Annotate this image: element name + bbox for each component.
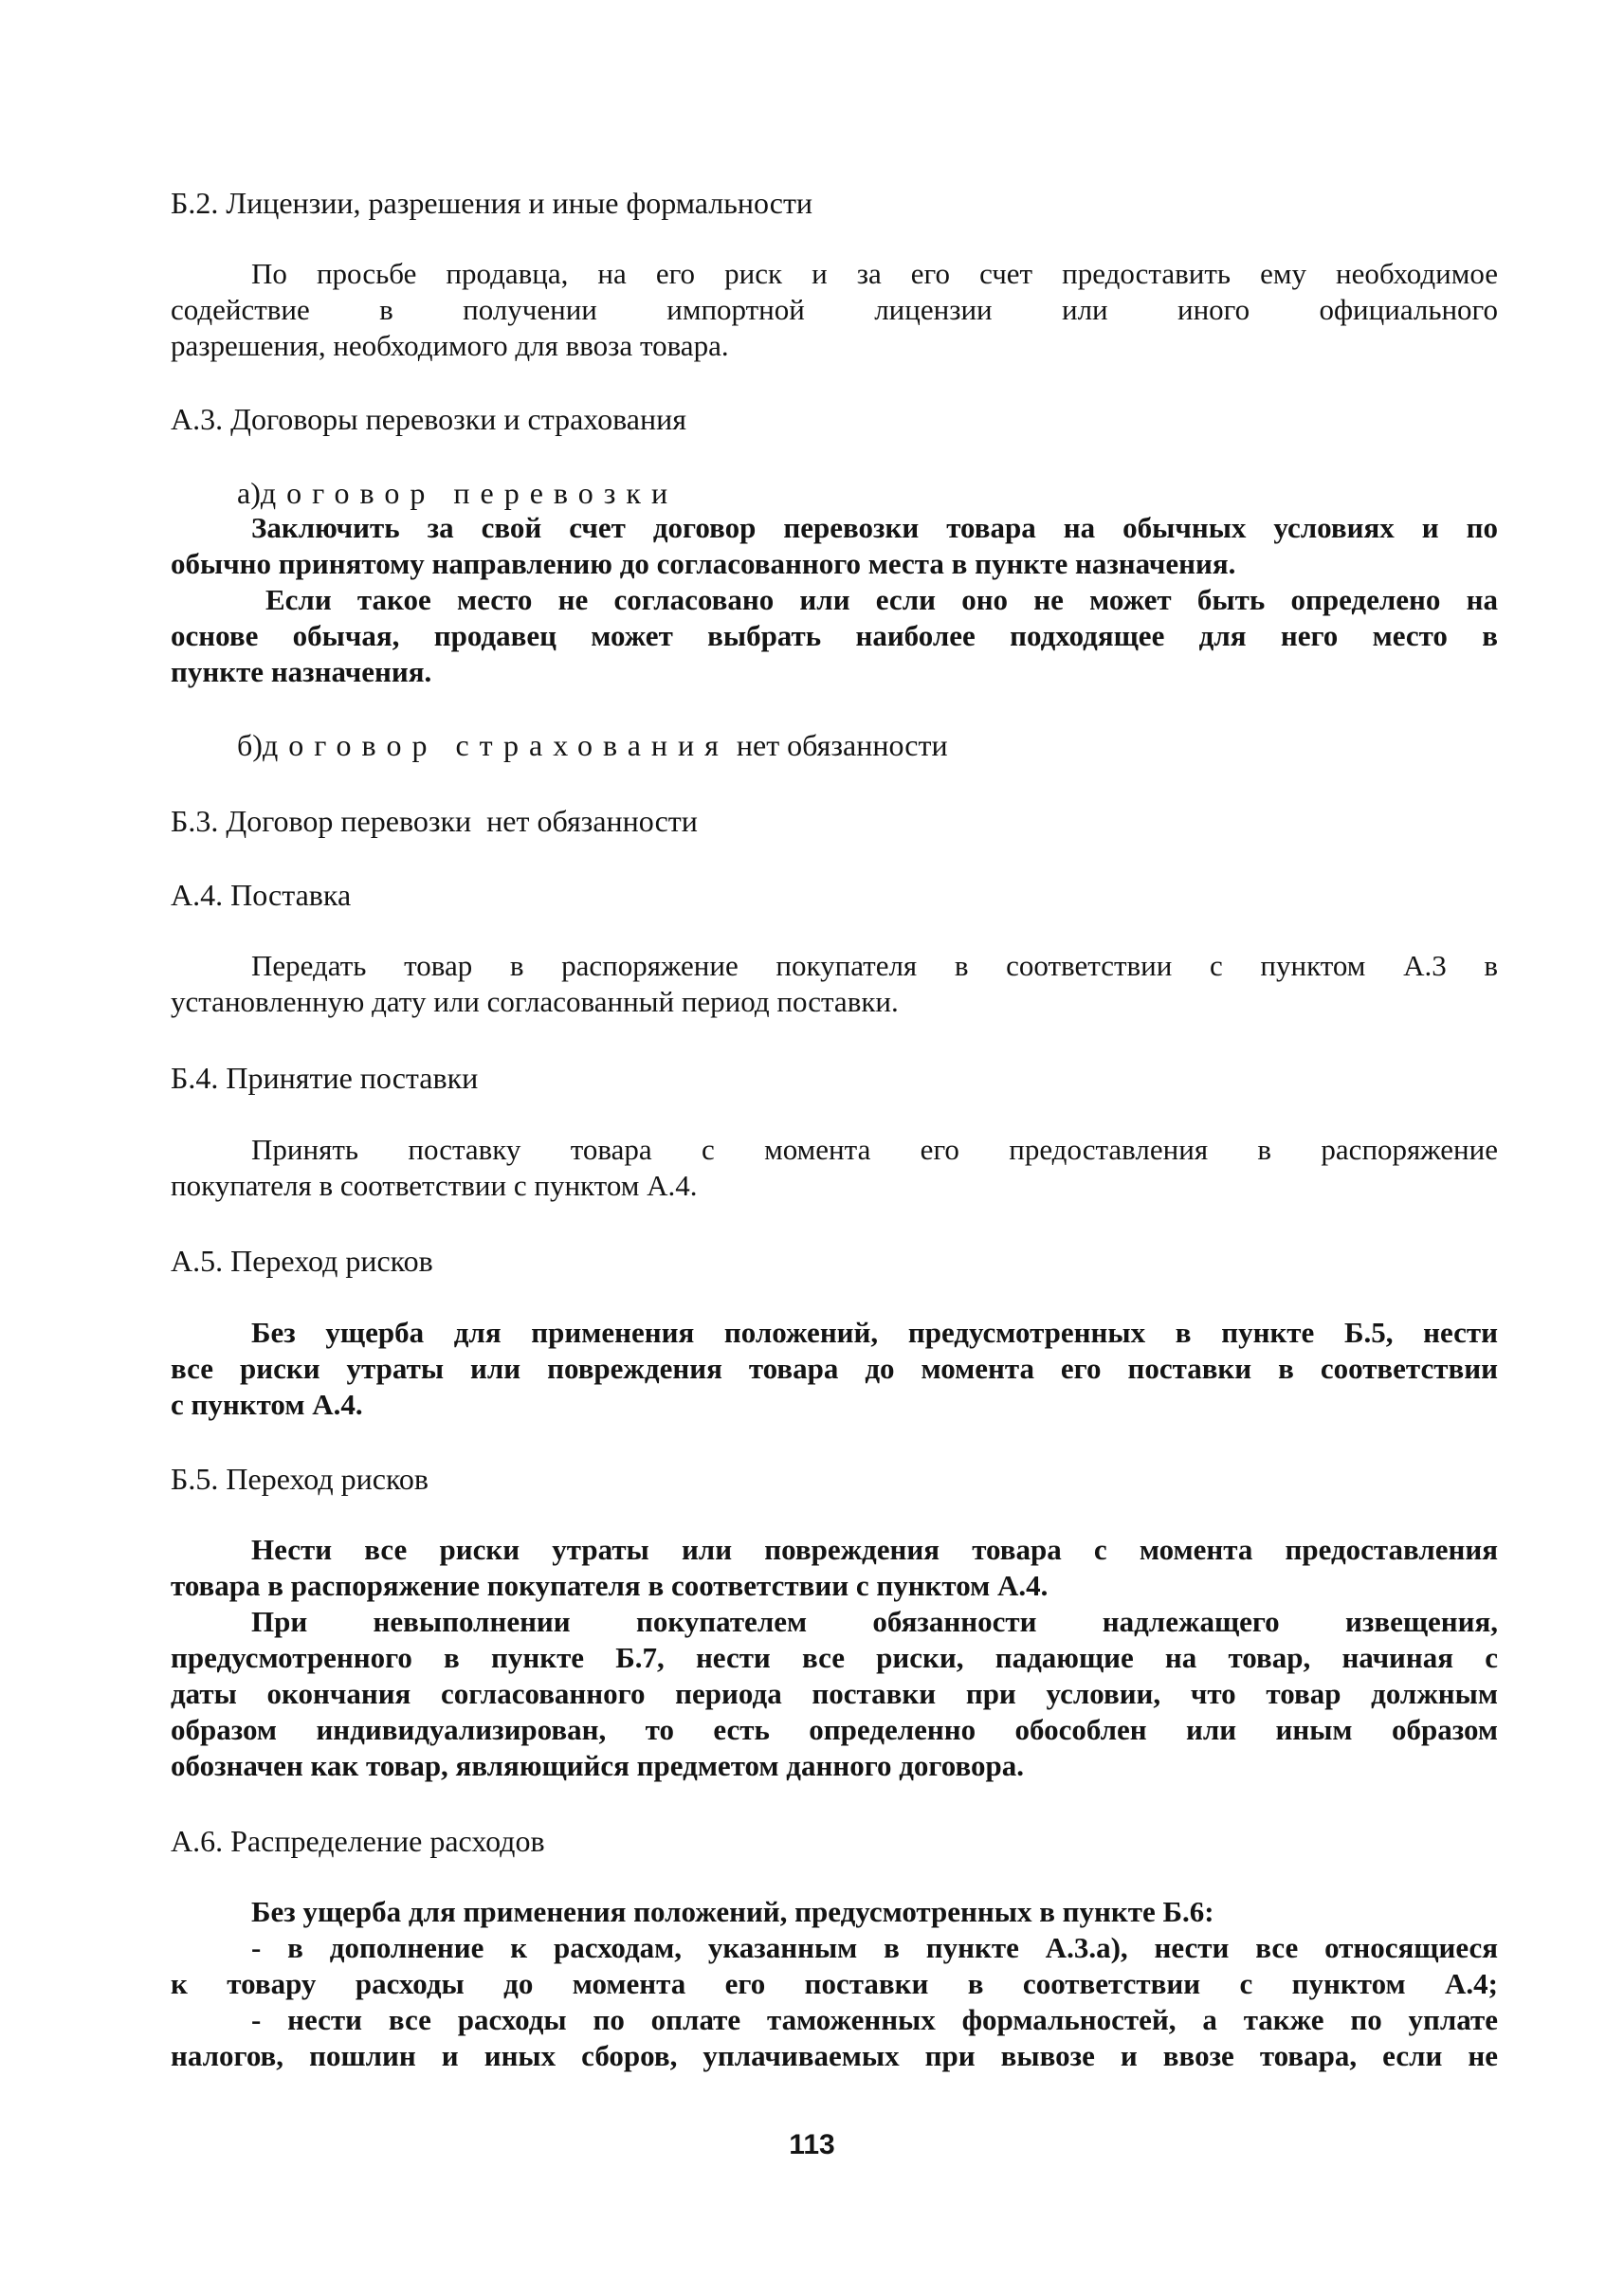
text-line: - нести все расходы по оплате таможенных формальностей, а также по уплате <box>251 2003 1498 2036</box>
text-line: с пунктом А.4. <box>171 1388 363 1421</box>
text-line: Передать товар в распоряжение покупателя в соответствии с пунктом А.3 в <box>251 949 1498 982</box>
text-line: разрешения, необходимого для ввоза товара. <box>171 329 729 362</box>
section-heading-a5: А.5. Переход рисков <box>171 1244 433 1278</box>
subheading-title: договор перевозки <box>260 476 679 510</box>
paragraph-a5 <box>171 1315 1498 1423</box>
heading-note: нет обязанности <box>486 804 698 838</box>
text-line: товара в распоряжение покупателя в соответствии с пунктом А.4. <box>171 1569 1049 1602</box>
section-heading-b5: Б.5. Переход рисков <box>171 1462 429 1496</box>
text-line: пункте назначения. <box>171 655 432 688</box>
paragraph-b4 <box>171 1132 1498 1204</box>
text-line: При невыполнении покупателем обязанности надлежащего извещения, <box>251 1605 1498 1638</box>
text-line: Если такое место не согласовано или если оно не может быть определено на <box>265 583 1498 616</box>
subheading-note: нет обязанности <box>736 728 948 762</box>
paragraph-a4 <box>171 948 1498 1020</box>
text-line: Без ущерба для применения положений, предусмотренных в пункте Б.6: <box>251 1895 1214 1928</box>
text-line: Заключить за свой счет договор перевозки товара на обычных условиях и по <box>251 511 1498 544</box>
page-number: 113 <box>789 2129 835 2160</box>
text-line: покупателя в соответствии с пунктом А.4. <box>171 1169 698 1202</box>
section-heading-b4: Б.4. Принятие поставки <box>171 1061 479 1095</box>
text-line: обычно принятому направлению до согласованного места в пункте назначения. <box>171 547 1236 580</box>
text-line: содействие в получении импортной лицензии или иного официального <box>171 293 1498 326</box>
text-line: установленную дату или согласованный период поставки. <box>171 985 899 1018</box>
subheading-prefix: б) <box>237 728 263 762</box>
text-line: к товару расходы до момента его поставки в соответствии с пунктом А.4; <box>171 1967 1498 2000</box>
text-line: По просьбе продавца, на его риск и за его счет предоставить ему необходимое <box>251 257 1498 290</box>
text-line: предусмотренного в пункте Б.7, нести все риски, падающие на товар, начиная с <box>171 1641 1498 1674</box>
section-heading-a4: А.4. Поставка <box>171 878 352 912</box>
section-heading-a6: А.6. Распределение расходов <box>171 1824 545 1858</box>
text-line: Принять поставку товара с момента его предоставления в распоряжение <box>251 1133 1498 1166</box>
text-line: Нести все риски утраты или повреждения товара с момента предоставления <box>251 1533 1498 1566</box>
text-line: налогов, пошлин и иных сборов, уплачиваемых при вывозе и ввозе товара, если не <box>171 2039 1498 2072</box>
subheading-title: договор страхования <box>262 728 729 762</box>
text-line: Без ущерба для применения положений, предусмотренных в пункте Б.5, нести <box>251 1316 1498 1349</box>
text-line: - в дополнение к расходам, указанным в пункте А.3.а), нести все относящиеся <box>251 1931 1498 1964</box>
text-line: основе обычая, продавец может выбрать наиболее подходящее для него место в <box>171 619 1498 652</box>
paragraph-a3a <box>171 510 1498 690</box>
text-line: даты окончания согласованного периода поставки при условии, что товар должным <box>171 1677 1498 1710</box>
paragraph-a6 <box>171 1894 1498 2074</box>
subheading-prefix: а) <box>237 476 261 510</box>
text-line: обозначен как товар, являющийся предметом данного договора. <box>171 1749 1024 1782</box>
section-heading-b3 <box>171 802 698 840</box>
section-heading-a3: А.3. Договоры перевозки и страхования <box>171 402 686 436</box>
subheading-insurance-contract <box>237 726 948 764</box>
section-heading-b2: Б.2. Лицензии, разрешения и иные формальности <box>171 186 813 220</box>
paragraph-b5 <box>171 1532 1498 1784</box>
subheading-transport-contract <box>237 474 678 512</box>
text-line: образом индивидуализирован, то есть определенно обособлен или иным образом <box>171 1713 1498 1746</box>
heading-text: Б.3. Договор перевозки <box>171 804 472 838</box>
paragraph-b2 <box>171 256 1498 364</box>
text-line: все риски утраты или повреждения товара до момента его поставки в соответствии <box>171 1352 1498 1385</box>
